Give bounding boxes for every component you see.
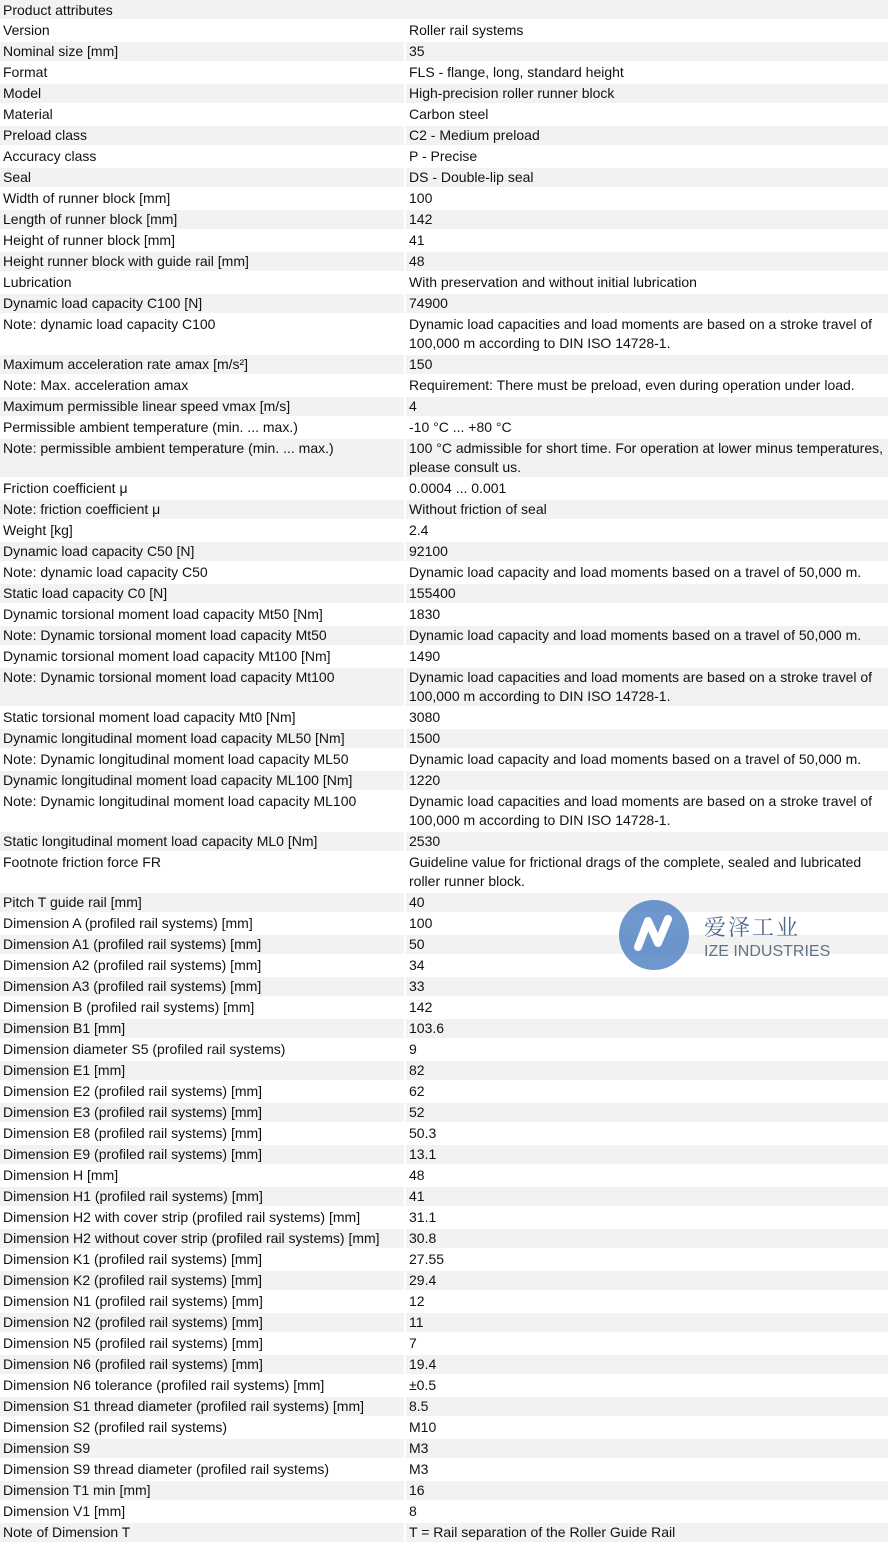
table-row bbox=[0, 354, 888, 375]
table-row bbox=[0, 728, 888, 749]
attribute-value: Dynamic load capacity and load moments based on a travel of 50,000 m. bbox=[405, 562, 888, 583]
table-row bbox=[0, 1018, 888, 1039]
table-row bbox=[0, 852, 888, 892]
attribute-name: Note: Dynamic longitudinal moment load capacity ML100 bbox=[0, 791, 405, 831]
attribute-name: Static torsional moment load capacity Mt0 [Nm] bbox=[0, 707, 405, 728]
attribute-name: Width of runner block [mm] bbox=[0, 188, 405, 209]
attribute-value: 100 bbox=[405, 913, 888, 934]
attribute-value: 13.1 bbox=[405, 1144, 888, 1165]
table-row bbox=[0, 314, 888, 354]
table-row bbox=[0, 21, 888, 41]
attribute-value: 100 bbox=[405, 188, 888, 209]
table-row bbox=[0, 272, 888, 293]
table-row bbox=[0, 1480, 888, 1501]
attribute-value: 33 bbox=[405, 976, 888, 997]
attribute-name: Friction coefficient μ bbox=[0, 478, 405, 499]
attribute-name: Dimension N5 (profiled rail systems) [mm] bbox=[0, 1333, 405, 1354]
attribute-value: High-precision roller runner block bbox=[405, 83, 888, 104]
table-row bbox=[0, 1123, 888, 1144]
table-row bbox=[0, 707, 888, 728]
attribute-value: 4 bbox=[405, 396, 888, 417]
table-row bbox=[0, 1228, 888, 1249]
attribute-name: Dimension S2 (profiled rail systems) bbox=[0, 1417, 405, 1438]
table-row bbox=[0, 1102, 888, 1123]
attribute-value: -10 °C ... +80 °C bbox=[405, 417, 888, 438]
attribute-value: 1490 bbox=[405, 646, 888, 667]
table-row bbox=[0, 188, 888, 209]
attribute-value: Dynamic load capacities and load moments are based on a stroke travel of 100,000 m according to DIN ISO 14728-1. bbox=[405, 791, 888, 831]
attribute-value: DS - Double-lip seal bbox=[405, 167, 888, 188]
attribute-value: Without friction of seal bbox=[405, 499, 888, 520]
table-row bbox=[0, 749, 888, 770]
table-row bbox=[0, 438, 888, 478]
attribute-name: Dimension S9 thread diameter (profiled rail systems) bbox=[0, 1459, 405, 1480]
table-row bbox=[0, 1354, 888, 1375]
table-row bbox=[0, 1165, 888, 1186]
attribute-name: Dimension A (profiled rail systems) [mm] bbox=[0, 913, 405, 934]
attribute-value: 2530 bbox=[405, 831, 888, 852]
table-row bbox=[0, 541, 888, 562]
attribute-value: 40 bbox=[405, 892, 888, 913]
table-row bbox=[0, 1249, 888, 1270]
attribute-name: Note of Dimension T bbox=[0, 1522, 405, 1543]
table-row bbox=[0, 1039, 888, 1060]
table-row bbox=[0, 997, 888, 1018]
attribute-value: 34 bbox=[405, 955, 888, 976]
attribute-value: 74900 bbox=[405, 293, 888, 314]
attribute-value: T = Rail separation of the Roller Guide Rail bbox=[405, 1522, 888, 1543]
attribute-value: 62 bbox=[405, 1081, 888, 1102]
attribute-name: Dimension B (profiled rail systems) [mm] bbox=[0, 997, 405, 1018]
attribute-name: Dimension T1 min [mm] bbox=[0, 1480, 405, 1501]
attribute-value: M10 bbox=[405, 1417, 888, 1438]
attribute-name: Length of runner block [mm] bbox=[0, 209, 405, 230]
attribute-name: Model bbox=[0, 83, 405, 104]
attribute-value: 48 bbox=[405, 1165, 888, 1186]
attribute-value: M3 bbox=[405, 1438, 888, 1459]
table-row bbox=[0, 770, 888, 791]
table-row bbox=[0, 1438, 888, 1459]
table-row bbox=[0, 1417, 888, 1438]
table-row bbox=[0, 396, 888, 417]
table-row bbox=[0, 417, 888, 438]
table-row bbox=[0, 583, 888, 604]
attribute-name: Dimension H2 without cover strip (profiled rail systems) [mm] bbox=[0, 1228, 405, 1249]
table-row bbox=[0, 976, 888, 997]
watermark-chinese: 爱泽工业 bbox=[704, 916, 801, 941]
attribute-name: Dimension S9 bbox=[0, 1438, 405, 1459]
attribute-value: 11 bbox=[405, 1312, 888, 1333]
table-row bbox=[0, 125, 888, 146]
watermark-logo bbox=[618, 899, 833, 971]
attribute-value: 19.4 bbox=[405, 1354, 888, 1375]
attribute-name: Dimension K1 (profiled rail systems) [mm] bbox=[0, 1249, 405, 1270]
attribute-value: 35 bbox=[405, 41, 888, 62]
table-row bbox=[0, 230, 888, 251]
attribute-name: Maximum permissible linear speed vmax [m/s] bbox=[0, 396, 405, 417]
table-row bbox=[0, 831, 888, 852]
attribute-name: Dimension N6 (profiled rail systems) [mm] bbox=[0, 1354, 405, 1375]
attribute-value: Dynamic load capacity and load moments based on a travel of 50,000 m. bbox=[405, 749, 888, 770]
attribute-value: 92100 bbox=[405, 541, 888, 562]
attribute-value: 8.5 bbox=[405, 1396, 888, 1417]
attribute-name: Dimension E1 [mm] bbox=[0, 1060, 405, 1081]
table-row bbox=[0, 1312, 888, 1333]
attribute-name: Dynamic load capacity C100 [N] bbox=[0, 293, 405, 314]
attribute-value: 50.3 bbox=[405, 1123, 888, 1144]
table-row bbox=[0, 1501, 888, 1522]
attribute-value: 1500 bbox=[405, 728, 888, 749]
attribute-value: 2.4 bbox=[405, 520, 888, 541]
table-row bbox=[0, 1396, 888, 1417]
attribute-value: ±0.5 bbox=[405, 1375, 888, 1396]
attribute-name: Dimension E9 (profiled rail systems) [mm] bbox=[0, 1144, 405, 1165]
attribute-value: 0.0004 ... 0.001 bbox=[405, 478, 888, 499]
attribute-name: Dimension A2 (profiled rail systems) [mm] bbox=[0, 955, 405, 976]
attribute-name: Dimension E2 (profiled rail systems) [mm] bbox=[0, 1081, 405, 1102]
attribute-name: Dimension H [mm] bbox=[0, 1165, 405, 1186]
attribute-value: 50 bbox=[405, 934, 888, 955]
attribute-name: Note: Dynamic torsional moment load capacity Mt50 bbox=[0, 625, 405, 646]
attribute-name: Dimension B1 [mm] bbox=[0, 1018, 405, 1039]
attribute-name: Maximum acceleration rate amax [m/s²] bbox=[0, 354, 405, 375]
attribute-value: Requirement: There must be preload, even during operation under load. bbox=[405, 375, 888, 396]
table-row bbox=[0, 1459, 888, 1480]
attribute-value: FLS - flange, long, standard height bbox=[405, 62, 888, 83]
attribute-name: Note: Max. acceleration amax bbox=[0, 375, 405, 396]
table-row bbox=[0, 1333, 888, 1354]
attribute-name: Dimension N1 (profiled rail systems) [mm] bbox=[0, 1291, 405, 1312]
table-row bbox=[0, 625, 888, 646]
attribute-name: Dimension A3 (profiled rail systems) [mm] bbox=[0, 976, 405, 997]
table-row bbox=[0, 251, 888, 272]
attribute-value: 9 bbox=[405, 1039, 888, 1060]
attribute-value: 12 bbox=[405, 1291, 888, 1312]
attribute-name: Permissible ambient temperature (min. ... max.) bbox=[0, 417, 405, 438]
attribute-value: 31.1 bbox=[405, 1207, 888, 1228]
attribute-name: Seal bbox=[0, 167, 405, 188]
attribute-name: Dimension diameter S5 (profiled rail systems) bbox=[0, 1039, 405, 1060]
table-row bbox=[0, 791, 888, 831]
attribute-name: Version bbox=[0, 21, 405, 41]
attribute-value: 103.6 bbox=[405, 1018, 888, 1039]
table-row bbox=[0, 499, 888, 520]
attribute-value: Dynamic load capacity and load moments based on a travel of 50,000 m. bbox=[405, 625, 888, 646]
attribute-value: 29.4 bbox=[405, 1270, 888, 1291]
table-row bbox=[0, 604, 888, 625]
attribute-name: Note: dynamic load capacity C100 bbox=[0, 314, 405, 354]
table-row bbox=[0, 83, 888, 104]
table-row bbox=[0, 1207, 888, 1228]
table-row bbox=[0, 209, 888, 230]
attribute-name: Dynamic torsional moment load capacity Mt50 [Nm] bbox=[0, 604, 405, 625]
table-row bbox=[0, 1522, 888, 1543]
attribute-value: 30.8 bbox=[405, 1228, 888, 1249]
attribute-name: Lubrication bbox=[0, 272, 405, 293]
attribute-value: 1830 bbox=[405, 604, 888, 625]
attribute-name: Dimension E3 (profiled rail systems) [mm] bbox=[0, 1102, 405, 1123]
attribute-name: Note: friction coefficient μ bbox=[0, 499, 405, 520]
attribute-value: 1220 bbox=[405, 770, 888, 791]
attribute-value: M3 bbox=[405, 1459, 888, 1480]
attribute-value: 142 bbox=[405, 209, 888, 230]
attribute-name: Dynamic longitudinal moment load capacity ML100 [Nm] bbox=[0, 770, 405, 791]
attribute-value: 155400 bbox=[405, 583, 888, 604]
table-row bbox=[0, 1186, 888, 1207]
table-row bbox=[0, 146, 888, 167]
attribute-name: Dimension S1 thread diameter (profiled rail systems) [mm] bbox=[0, 1396, 405, 1417]
attribute-value: 16 bbox=[405, 1480, 888, 1501]
attribute-value: 150 bbox=[405, 354, 888, 375]
table-row bbox=[0, 520, 888, 541]
attribute-value: Dynamic load capacities and load moments are based on a stroke travel of 100,000 m according to DIN ISO 14728-1. bbox=[405, 667, 888, 707]
attribute-name: Dynamic torsional moment load capacity Mt100 [Nm] bbox=[0, 646, 405, 667]
attribute-name: Preload class bbox=[0, 125, 405, 146]
attribute-name: Dynamic longitudinal moment load capacity ML50 [Nm] bbox=[0, 728, 405, 749]
attribute-value: 52 bbox=[405, 1102, 888, 1123]
table-row bbox=[0, 62, 888, 83]
table-row bbox=[0, 667, 888, 707]
attribute-value: With preservation and without initial lubrication bbox=[405, 272, 888, 293]
attribute-value: 82 bbox=[405, 1060, 888, 1081]
attribute-name: Accuracy class bbox=[0, 146, 405, 167]
attribute-name: Footnote friction force FR bbox=[0, 852, 405, 892]
attribute-name: Note: permissible ambient temperature (min. ... max.) bbox=[0, 438, 405, 478]
attribute-value: 142 bbox=[405, 997, 888, 1018]
table-row bbox=[0, 478, 888, 499]
table-row bbox=[0, 562, 888, 583]
attribute-name: Dimension V1 [mm] bbox=[0, 1501, 405, 1522]
attribute-name: Weight [kg] bbox=[0, 520, 405, 541]
attribute-name: Dimension N2 (profiled rail systems) [mm] bbox=[0, 1312, 405, 1333]
attribute-value: 41 bbox=[405, 230, 888, 251]
attribute-name: Dimension K2 (profiled rail systems) [mm] bbox=[0, 1270, 405, 1291]
attribute-value: 8 bbox=[405, 1501, 888, 1522]
attribute-value: Carbon steel bbox=[405, 104, 888, 125]
attribute-name: Material bbox=[0, 104, 405, 125]
attribute-name: Dynamic load capacity C50 [N] bbox=[0, 541, 405, 562]
attribute-value: Dynamic load capacities and load moments are based on a stroke travel of 100,000 m according to DIN ISO 14728-1. bbox=[405, 314, 888, 354]
attribute-name: Note: Dynamic longitudinal moment load capacity ML50 bbox=[0, 749, 405, 770]
attribute-value: 27.55 bbox=[405, 1249, 888, 1270]
table-row bbox=[0, 167, 888, 188]
attribute-value: C2 - Medium preload bbox=[405, 125, 888, 146]
attribute-name: Nominal size [mm] bbox=[0, 41, 405, 62]
table-row bbox=[0, 1291, 888, 1312]
attribute-value: 7 bbox=[405, 1333, 888, 1354]
attribute-name: Height runner block with guide rail [mm] bbox=[0, 251, 405, 272]
watermark-english: IZE INDUSTRIES bbox=[704, 943, 831, 960]
table-row bbox=[0, 293, 888, 314]
attribute-name: Height of runner block [mm] bbox=[0, 230, 405, 251]
attribute-name: Pitch T guide rail [mm] bbox=[0, 892, 405, 913]
attribute-name: Static load capacity C0 [N] bbox=[0, 583, 405, 604]
attribute-value: Roller rail systems bbox=[405, 21, 888, 41]
table-row bbox=[0, 104, 888, 125]
table-row bbox=[0, 646, 888, 667]
attribute-name: Note: dynamic load capacity C50 bbox=[0, 562, 405, 583]
table-row bbox=[0, 41, 888, 62]
table-row bbox=[0, 1270, 888, 1291]
attributes-table bbox=[0, 21, 888, 1544]
attribute-name: Note: Dynamic torsional moment load capacity Mt100 bbox=[0, 667, 405, 707]
table-row bbox=[0, 375, 888, 396]
attribute-name: Dimension H2 with cover strip (profiled rail systems) [mm] bbox=[0, 1207, 405, 1228]
attribute-name: Static longitudinal moment load capacity ML0 [Nm] bbox=[0, 831, 405, 852]
attribute-name: Dimension E8 (profiled rail systems) [mm] bbox=[0, 1123, 405, 1144]
table-row bbox=[0, 1081, 888, 1102]
attribute-name: Dimension H1 (profiled rail systems) [mm] bbox=[0, 1186, 405, 1207]
table-row bbox=[0, 1060, 888, 1081]
attribute-value: 3080 bbox=[405, 707, 888, 728]
table-row bbox=[0, 1375, 888, 1396]
table-row bbox=[0, 1144, 888, 1165]
attribute-value: P - Precise bbox=[405, 146, 888, 167]
product-attributes-header: Product attributes bbox=[0, 0, 888, 21]
ize-logo-icon bbox=[618, 899, 690, 971]
attribute-value: 48 bbox=[405, 251, 888, 272]
attribute-name: Dimension N6 tolerance (profiled rail systems) [mm] bbox=[0, 1375, 405, 1396]
attribute-name: Format bbox=[0, 62, 405, 83]
attribute-value: Guideline value for frictional drags of the complete, sealed and lubricated roller runner block. bbox=[405, 852, 888, 892]
attribute-value: 41 bbox=[405, 1186, 888, 1207]
attribute-name: Dimension A1 (profiled rail systems) [mm] bbox=[0, 934, 405, 955]
attribute-value: 100 °C admissible for short time. For operation at lower minus temperatures, please consult us. bbox=[405, 438, 888, 478]
